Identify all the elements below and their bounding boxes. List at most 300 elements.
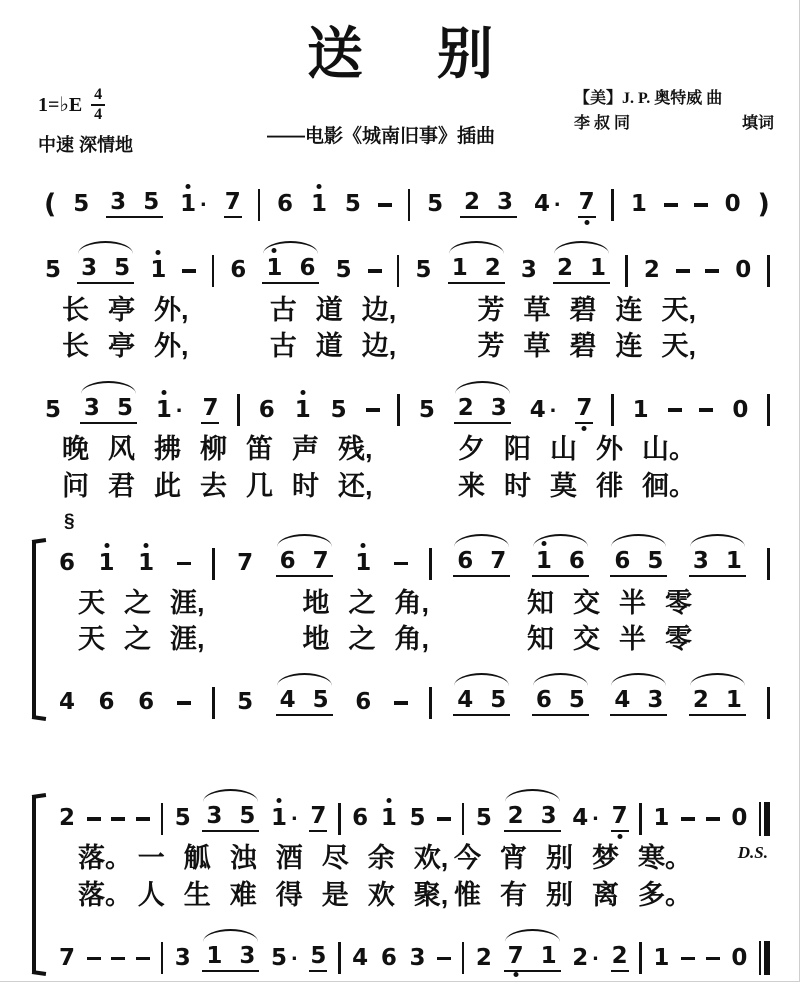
note-body xyxy=(279,550,297,573)
slur-arc xyxy=(554,241,609,254)
barline xyxy=(611,394,614,426)
lyric-syllable: 有 xyxy=(499,879,527,910)
lyric-syllable: 碧 xyxy=(569,294,597,325)
lyric-phrase xyxy=(138,881,449,911)
slur-beam-group xyxy=(276,550,333,577)
note-body xyxy=(335,259,353,282)
augmentation-dot: · xyxy=(592,944,600,971)
note xyxy=(507,805,525,828)
note xyxy=(529,396,558,423)
beam-group xyxy=(460,191,517,218)
slur-beam-group xyxy=(453,689,510,716)
lyric-syllable: 声 xyxy=(292,434,319,465)
lyric-syllable: 难 xyxy=(229,879,257,910)
barline xyxy=(611,189,614,221)
note xyxy=(236,691,254,714)
barline xyxy=(429,548,432,580)
barline xyxy=(625,255,628,287)
note-body xyxy=(415,259,433,282)
lyric-line-duet-b-row1 xyxy=(78,844,692,874)
note-body xyxy=(725,550,743,573)
note-body xyxy=(630,193,648,216)
note-digit: 3 xyxy=(409,944,426,971)
lyric-syllable: 今 xyxy=(453,842,481,873)
note xyxy=(613,689,631,712)
note xyxy=(578,191,596,218)
note-digit: 3 xyxy=(647,687,664,714)
note xyxy=(490,394,508,421)
note xyxy=(475,944,493,971)
note xyxy=(643,259,661,282)
note-body xyxy=(533,193,551,216)
slur-arc xyxy=(81,381,136,394)
note-digit: 4 xyxy=(279,687,296,714)
system-bracket xyxy=(32,542,48,717)
note-digit: 0 xyxy=(735,257,752,284)
lyric-syllable: 外, xyxy=(154,331,189,362)
lyric-syllable: 晚 xyxy=(62,434,89,465)
note-digit: 0 xyxy=(732,396,749,423)
lyric-syllable: 山 xyxy=(550,434,577,465)
lyric-phrase xyxy=(477,296,696,326)
note-digit: 2 xyxy=(475,944,492,971)
note xyxy=(611,805,629,832)
note xyxy=(276,193,294,216)
note-digit: 1 xyxy=(632,396,649,423)
lyric-syllable: 几 xyxy=(246,470,273,501)
lyric-syllable: 时 xyxy=(292,470,319,501)
lyric-syllable: 别 xyxy=(545,879,573,910)
note-body xyxy=(408,807,426,830)
note-body xyxy=(418,396,436,423)
duration-dash xyxy=(699,408,713,412)
note-digit: 6 xyxy=(277,191,294,218)
note-digit: 2 xyxy=(464,189,481,216)
notation-line-intro xyxy=(44,171,770,223)
slur-beam-group xyxy=(262,257,319,284)
lyric-syllable: 浊 xyxy=(229,842,257,873)
note-digit: 5 xyxy=(114,255,131,282)
note-body xyxy=(265,257,283,280)
note-digit: 7 xyxy=(224,189,241,216)
slur-arc xyxy=(454,673,509,686)
lyric-syllable: 梦 xyxy=(591,842,619,873)
note-body xyxy=(309,942,327,972)
note-body xyxy=(238,805,256,828)
lyric-syllable: 君 xyxy=(108,470,135,501)
lyric-syllable: 边, xyxy=(361,294,397,325)
duration-dash xyxy=(681,957,695,961)
note-digit: 6 xyxy=(258,396,275,423)
barline-thick xyxy=(764,941,770,975)
note-digit: 2 xyxy=(457,394,474,421)
duration-dash xyxy=(177,562,191,566)
lyric-syllable: 碧 xyxy=(569,331,597,362)
barline-thin xyxy=(759,802,762,836)
note xyxy=(236,552,254,575)
note xyxy=(335,259,353,282)
lyric-syllable: 夕 xyxy=(458,434,485,465)
note-body xyxy=(489,550,507,573)
note-digit: 7 xyxy=(310,803,327,830)
duet-system-b xyxy=(32,785,770,976)
note xyxy=(408,807,426,830)
notation-line-duet-a-top xyxy=(58,530,770,582)
lyric-syllable: 之 xyxy=(348,587,376,618)
note-body xyxy=(238,942,256,969)
note-body xyxy=(58,944,76,971)
time-denominator: 4 xyxy=(94,105,103,123)
note-body xyxy=(540,942,558,969)
system-bracket xyxy=(32,797,48,972)
note-body xyxy=(149,259,167,282)
note-digit: 1 xyxy=(150,257,167,284)
note-body xyxy=(113,257,131,280)
note-body xyxy=(490,394,508,421)
note-digit: 5 xyxy=(409,805,426,832)
duration-dash xyxy=(136,817,150,821)
note-body xyxy=(613,550,631,573)
note-digit: 5 xyxy=(415,257,432,284)
lyric-phrase xyxy=(454,844,692,874)
lyric-syllable: 觚 xyxy=(183,842,211,873)
note-body xyxy=(44,259,62,282)
note-digit: 3 xyxy=(692,548,709,575)
slur-beam-group xyxy=(504,805,561,832)
lyric-syllable: 交 xyxy=(573,624,600,655)
duration-dash xyxy=(664,203,678,207)
note xyxy=(730,807,748,830)
note xyxy=(725,550,743,573)
lyric-syllable: 连 xyxy=(615,331,643,362)
slur-arc xyxy=(203,929,258,942)
note xyxy=(475,807,493,830)
lyric-syllable: 长 xyxy=(62,294,89,325)
note xyxy=(571,807,600,830)
lyric-phrase xyxy=(458,435,696,465)
note-body xyxy=(351,807,369,830)
time-signature xyxy=(91,87,105,123)
note-body xyxy=(520,259,538,282)
augmentation-dot: · xyxy=(553,191,562,218)
note-digit: 5 xyxy=(330,396,347,423)
note xyxy=(179,193,208,216)
lyric-syllable: 涯, xyxy=(170,587,205,618)
slur-beam-group xyxy=(453,550,510,577)
note xyxy=(155,396,184,423)
time-numerator: 4 xyxy=(91,87,105,106)
lyric-syllable: 此 xyxy=(154,470,181,501)
note xyxy=(426,193,444,216)
note-body xyxy=(646,550,664,573)
note-digit: 1 xyxy=(155,396,172,423)
duration-dash xyxy=(368,269,382,273)
slur-beam-group xyxy=(454,394,511,424)
note-digit: 1 xyxy=(310,191,327,218)
note-body xyxy=(276,193,294,216)
lyric-syllable: 地 xyxy=(302,587,330,618)
note xyxy=(309,942,327,972)
note xyxy=(354,691,372,714)
note xyxy=(351,944,369,971)
note xyxy=(205,805,223,828)
slur-beam-group xyxy=(80,394,137,424)
credits-block xyxy=(574,87,774,137)
lyric-phrase xyxy=(477,332,696,362)
octave-dot-high xyxy=(104,543,109,548)
note-digit: 6 xyxy=(457,548,474,575)
note-body xyxy=(535,689,553,712)
note-digit: 5 xyxy=(45,396,62,423)
note-digit: 6 xyxy=(299,255,316,282)
lyric-syllable: 古 xyxy=(269,331,297,362)
note-body xyxy=(724,193,742,216)
note-digit: 2 xyxy=(572,944,589,971)
note-body xyxy=(734,259,752,282)
note-body xyxy=(475,944,493,971)
slur-arc xyxy=(454,534,509,547)
note xyxy=(258,396,276,423)
note xyxy=(312,689,330,712)
note xyxy=(632,396,650,423)
slur-arc xyxy=(533,673,588,686)
note-body xyxy=(725,689,743,712)
barline xyxy=(338,803,341,835)
note xyxy=(575,394,593,424)
lyric-syllable: 之 xyxy=(124,624,151,655)
note xyxy=(692,550,710,573)
note-body xyxy=(344,193,362,216)
note xyxy=(380,944,398,971)
note-body xyxy=(529,396,547,423)
note-digit: 6 xyxy=(279,548,296,575)
notation-line-verse2 xyxy=(44,376,770,428)
lyric-syllable: 尽 xyxy=(321,842,349,873)
note-body xyxy=(205,805,223,828)
note xyxy=(734,259,752,282)
lyric-phrase xyxy=(454,881,692,911)
note-body xyxy=(354,691,372,714)
barline xyxy=(161,803,164,835)
augmentation-dot: · xyxy=(549,396,558,423)
lyric-phrase xyxy=(527,589,692,619)
note-body xyxy=(294,396,312,423)
note xyxy=(224,191,242,218)
voice-gap xyxy=(48,910,770,924)
note xyxy=(535,550,553,573)
note-digit: 0 xyxy=(731,805,748,832)
note xyxy=(238,805,256,828)
duration-dash xyxy=(705,269,719,273)
note-body xyxy=(540,805,558,828)
lyricist-name: 李 叔 同 xyxy=(573,114,630,132)
lyric-line-verse1-row2 xyxy=(62,332,696,362)
note xyxy=(351,807,369,830)
note-body xyxy=(258,396,276,423)
note-body xyxy=(270,807,288,830)
lyric-line-verse1-row1 xyxy=(62,296,696,326)
note-body xyxy=(507,942,525,969)
note-digit: 1 xyxy=(653,805,670,832)
note-body xyxy=(456,689,474,712)
note-body xyxy=(611,942,629,972)
duration-dash xyxy=(182,269,196,273)
duet-system-a xyxy=(32,530,770,721)
note-body xyxy=(58,807,76,830)
note-body xyxy=(489,689,507,712)
note xyxy=(456,550,474,573)
lyric-syllable: 外 xyxy=(596,434,623,465)
slur-arc xyxy=(690,673,745,686)
lyric-syllable: 山。 xyxy=(642,434,696,465)
note-digit: 1 xyxy=(725,548,742,575)
lyric-phrase xyxy=(138,844,449,874)
note-body xyxy=(354,552,372,575)
note-digit: 4 xyxy=(59,689,76,716)
note xyxy=(113,257,131,280)
note xyxy=(630,193,648,216)
augmentation-dot: · xyxy=(291,944,299,971)
barline xyxy=(767,687,770,719)
note xyxy=(540,805,558,828)
lyric-phrase xyxy=(527,625,692,655)
note xyxy=(98,552,116,575)
octave-dot-high xyxy=(272,248,277,253)
lyric-syllable: 生 xyxy=(183,879,211,910)
octave-dot-low xyxy=(584,220,589,225)
note-body xyxy=(568,550,586,573)
lyric-syllable: 连 xyxy=(615,294,643,325)
lyric-phrase xyxy=(78,589,205,619)
note xyxy=(137,691,155,714)
note-body xyxy=(174,944,192,971)
lyric-syllable: 阳 xyxy=(504,434,531,465)
note-body xyxy=(179,193,197,216)
lyric-syllable: 落。 xyxy=(78,879,132,910)
lyric-phrase xyxy=(303,589,430,619)
note-digit: 4 xyxy=(533,191,550,218)
note-digit: 5 xyxy=(427,191,444,218)
note-digit: 5 xyxy=(475,805,492,832)
lyric-syllable: 之 xyxy=(124,587,151,618)
note-body xyxy=(58,691,76,714)
duration-dash xyxy=(366,408,380,412)
note-digit: 1 xyxy=(271,805,288,832)
note-body xyxy=(270,944,288,971)
slur-arc xyxy=(449,241,504,254)
note-digit: 5 xyxy=(174,805,191,832)
note xyxy=(58,944,76,971)
ds-marking: D.S. xyxy=(737,842,768,862)
octave-dot-high xyxy=(186,184,191,189)
octave-dot-high xyxy=(144,543,149,548)
note xyxy=(174,807,192,830)
notation-line-duet-b-bottom xyxy=(58,924,770,976)
note xyxy=(265,257,283,280)
note xyxy=(725,689,743,712)
lyric-syllable: 古 xyxy=(269,294,297,325)
lyric-syllable: 天 xyxy=(78,624,105,655)
note xyxy=(611,942,629,972)
barline xyxy=(212,687,215,719)
note xyxy=(556,257,574,280)
note-digit: 1 xyxy=(180,191,197,218)
composer-credit: 【美】J. P. 奥特威 曲 xyxy=(573,89,723,107)
lyric-phrase xyxy=(62,435,373,465)
note-digit: 2 xyxy=(59,805,76,832)
slur-beam-group xyxy=(532,689,589,716)
parenthesis: ( xyxy=(44,189,57,221)
note xyxy=(238,942,256,969)
note xyxy=(408,944,426,971)
duration-dash xyxy=(668,408,682,412)
slur-beam-group xyxy=(689,689,746,716)
note-digit: 3 xyxy=(490,394,507,421)
note xyxy=(309,805,327,832)
barline xyxy=(258,189,261,221)
note xyxy=(724,193,742,216)
lyric-syllable: 风 xyxy=(108,434,135,465)
note-body xyxy=(408,944,426,971)
lyric-syllable: 酒 xyxy=(275,842,303,873)
note-digit: 3 xyxy=(206,803,223,830)
note-body xyxy=(457,394,475,421)
slur-beam-group xyxy=(610,689,667,716)
note-body xyxy=(116,394,134,421)
lyric-phrase xyxy=(303,625,430,655)
note xyxy=(142,191,160,214)
note-digit: 1 xyxy=(266,255,283,282)
note xyxy=(380,807,398,830)
lyric-syllable: 涯, xyxy=(170,624,205,655)
note-body xyxy=(174,807,192,830)
slur-arc xyxy=(78,241,133,254)
augmentation-dot: · xyxy=(592,805,600,832)
note xyxy=(270,807,299,830)
lyric-syllable: 柳 xyxy=(200,434,227,465)
note xyxy=(692,689,710,712)
note-body xyxy=(611,805,629,832)
note xyxy=(730,944,748,971)
slur-beam-group xyxy=(689,550,746,577)
note-digit: 1 xyxy=(630,191,647,218)
lyric-syllable: 天 xyxy=(78,587,105,618)
note-body xyxy=(309,805,327,832)
notation-line-duet-a-bottom xyxy=(58,669,770,721)
barline-thin xyxy=(759,941,762,975)
note-digit: 1 xyxy=(98,550,115,577)
note-digit: 6 xyxy=(138,689,155,716)
slur-beam-group xyxy=(610,550,667,577)
duration-dash xyxy=(136,957,150,961)
duration-dash xyxy=(694,203,708,207)
lyric-line-verse2-row1 xyxy=(62,435,696,465)
note xyxy=(44,396,62,423)
note xyxy=(354,552,372,575)
lyric-phrase xyxy=(78,881,132,911)
barline-thick xyxy=(764,802,770,836)
lyric-syllable: 角, xyxy=(394,624,430,655)
note-digit: 3 xyxy=(83,394,100,421)
lyric-syllable: 笛 xyxy=(246,434,273,465)
lyric-syllable: 亭 xyxy=(108,294,135,325)
lyric-syllable: 亭 xyxy=(108,331,135,362)
note-digit: 1 xyxy=(535,548,552,575)
octave-dot-low xyxy=(617,834,622,839)
note-body xyxy=(236,691,254,714)
note-digit: 5 xyxy=(568,687,585,714)
lyric-syllable: 来 xyxy=(458,470,485,501)
